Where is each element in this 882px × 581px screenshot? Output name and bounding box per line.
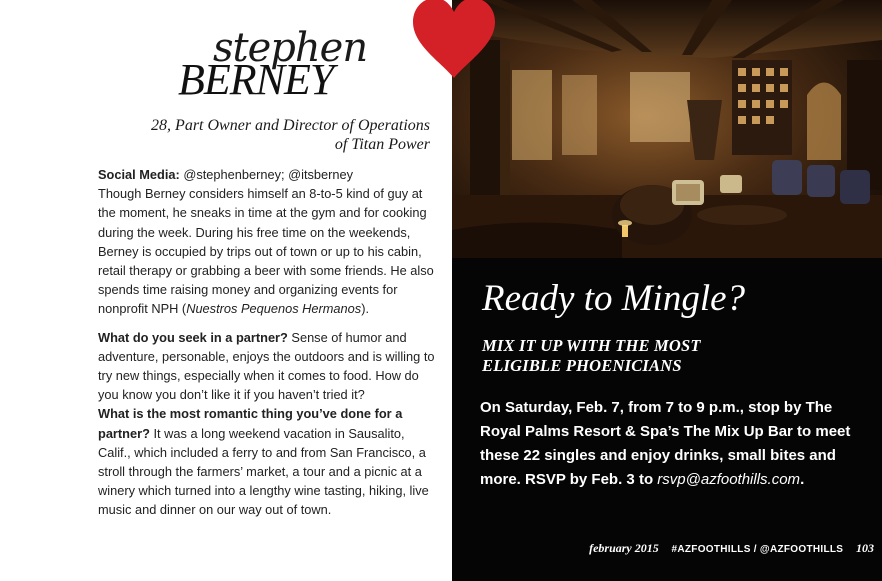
rsvp-email-link[interactable]: rsvp@azfoothills.com xyxy=(657,471,801,488)
event-text: On Saturday, Feb. 7, from 7 to 9 p.m., stop by The Royal Palms Resort & Spa’s The Mix Up Bar to meet these 22 singles and enjoy drinks, small bites and more. RSVP by Feb. 3 to xyxy=(480,399,851,488)
profile-bio xyxy=(98,165,438,520)
bar-interior-photo xyxy=(452,0,882,258)
event-text-end: . xyxy=(800,471,805,488)
profile-last-name: BERNEY xyxy=(178,55,334,104)
bio-text: Though Berney considers himself an 8-to-5 kind of guy at the moment, he sneaks in time at the gym and for cooking during the week. During his free time on the weekends, Berney is occupied by trips out of town or up to his cabin, retail therapy or grabbing a beer with some friends. He also spends time raising money and organizing events for nonprofit NPH ( xyxy=(98,186,434,317)
social-media-handles: @stephenberney; @itsberney xyxy=(179,167,354,182)
question-partner: What do you seek in a partner? xyxy=(98,329,288,345)
profile-first-name: stephen xyxy=(213,25,368,71)
event-details xyxy=(480,396,860,492)
answer-romantic: It was a long weekend vacation in Sausalito, Calif., which included a ferry to and from San Francisco, a stroll through the farmers’ market, a tour and a picnic at a winery which turned into a lengthy wine tasting, hiking, live music and dinner on our way out of town. xyxy=(98,425,429,518)
profile-role xyxy=(100,116,430,154)
bio-nonprofit-name: Nuestros Pequenos Hermanos xyxy=(186,301,362,317)
answer-partner: Sense of humor and adventure, personable, enjoys the outdoors and is willing to try new things, especially when it comes to food. How do you know you don’t like it if you haven’t tried it? xyxy=(98,329,435,403)
qa-partner xyxy=(98,328,438,405)
folio-page-number: 103 xyxy=(856,541,874,555)
right-page xyxy=(452,0,882,581)
heart-icon xyxy=(411,0,497,80)
bio-paragraph xyxy=(98,184,438,318)
folio-social-tags: #AZFOOTHILLS / @AZFOOTHILLS xyxy=(671,544,844,555)
feature-headline: Ready to Mingle? xyxy=(482,278,746,319)
feature-subhead-line-1: MIX IT UP WITH THE MOST xyxy=(482,336,701,355)
bio-text-end: ). xyxy=(361,301,370,317)
question-romantic: What is the most romantic thing you’ve done for a partner? xyxy=(98,406,403,441)
feature-subhead xyxy=(482,336,842,376)
profile-role-line-1: 28, Part Owner and Director of Operations xyxy=(151,117,430,134)
social-media-line xyxy=(98,165,438,184)
social-media-label: Social Media: xyxy=(98,167,180,182)
profile-role-line-2: of Titan Power xyxy=(334,136,430,153)
qa-romantic xyxy=(98,404,438,519)
feature-subhead-line-2: ELIGIBLE PHOENICIANS xyxy=(482,356,682,375)
folio-issue-month: february 2015 xyxy=(589,541,659,555)
page-folio xyxy=(589,541,874,556)
